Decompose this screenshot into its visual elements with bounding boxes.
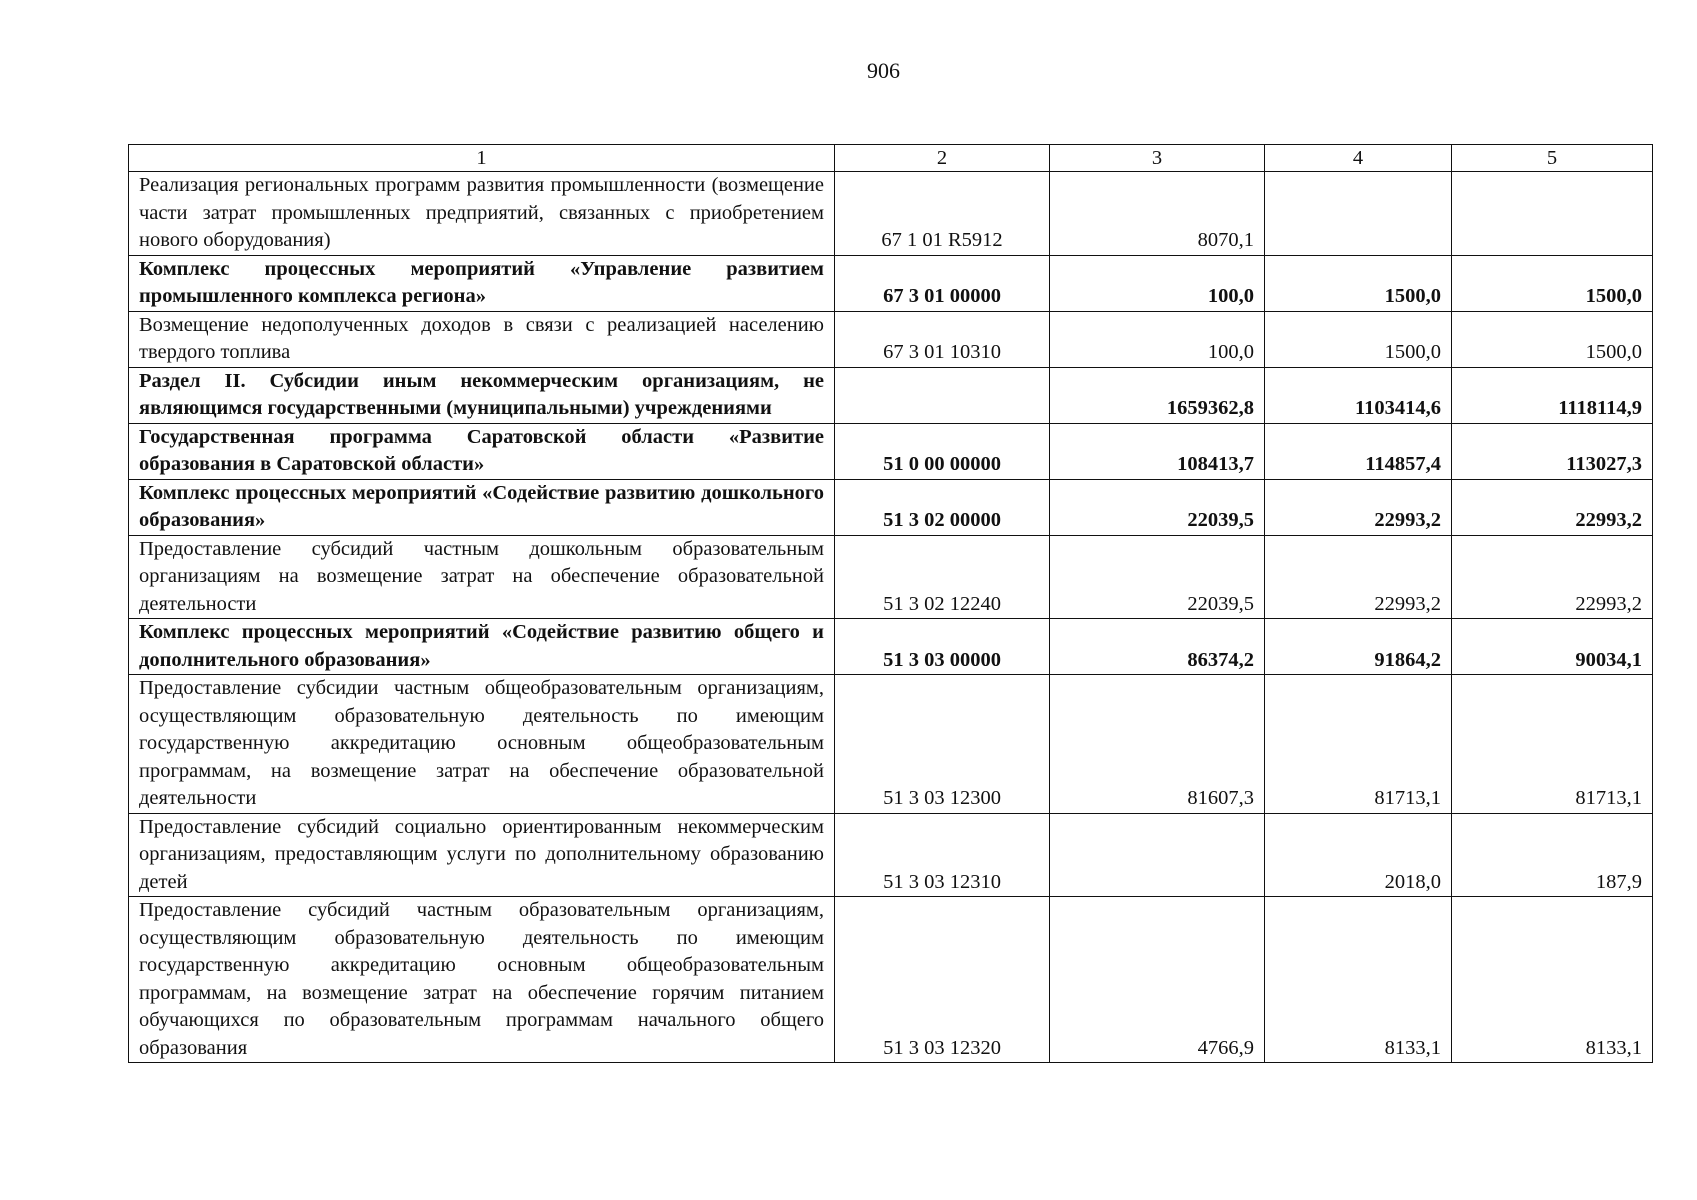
table-row — [129, 619, 1653, 675]
row-description: Предоставление субсидий частным образовательным организациям, осуществляющим образовательную деятельность по имеющим государственную аккредитацию основным общеобразовательным программам, на возмещение затрат на обеспечение горячим питанием обучающихся по образовательным программам начального общего образования — [129, 897, 835, 1063]
row-value-col5: 8133,1 — [1452, 897, 1653, 1063]
row-value-col3: 1659362,8 — [1050, 367, 1265, 423]
row-code: 51 3 03 12320 — [835, 897, 1050, 1063]
row-code: 51 3 03 12300 — [835, 675, 1050, 814]
table-row — [129, 423, 1653, 479]
row-value-col5: 81713,1 — [1452, 675, 1653, 814]
row-code: 51 3 02 00000 — [835, 479, 1050, 535]
row-value-col4 — [1265, 172, 1452, 256]
column-header-3: 3 — [1050, 145, 1265, 172]
row-value-col4: 114857,4 — [1265, 423, 1452, 479]
row-value-col3: 108413,7 — [1050, 423, 1265, 479]
row-value-col5: 22993,2 — [1452, 535, 1653, 619]
row-description: Возмещение недополученных доходов в связи с реализацией населению твердого топлива — [129, 311, 835, 367]
row-code: 51 3 02 12240 — [835, 535, 1050, 619]
row-description: Раздел II. Субсидии иным некоммерческим организациям, не являющимся государственными (муниципальными) учреждениями — [129, 367, 835, 423]
row-description: Предоставление субсидии частным общеобразовательным организациям, осуществляющим образовательную деятельность по имеющим государственную аккредитацию основным общеобразовательным программам, на возмещение затрат на обеспечение образовательной деятельности — [129, 675, 835, 814]
row-value-col4: 1103414,6 — [1265, 367, 1452, 423]
row-value-col4: 81713,1 — [1265, 675, 1452, 814]
column-header-2: 2 — [835, 145, 1050, 172]
table-row — [129, 367, 1653, 423]
row-value-col4: 22993,2 — [1265, 535, 1452, 619]
row-description: Государственная программа Саратовской области «Развитие образования в Саратовской области» — [129, 423, 835, 479]
row-code: 67 1 01 R5912 — [835, 172, 1050, 256]
table-row — [129, 172, 1653, 256]
budget-table-body — [129, 145, 1653, 1063]
row-value-col5: 1118114,9 — [1452, 367, 1653, 423]
column-header-4: 4 — [1265, 145, 1452, 172]
row-value-col5: 1500,0 — [1452, 311, 1653, 367]
row-code: 67 3 01 10310 — [835, 311, 1050, 367]
row-value-col5: 22993,2 — [1452, 479, 1653, 535]
budget-table — [128, 144, 1653, 1063]
row-value-col3: 22039,5 — [1050, 479, 1265, 535]
row-description: Предоставление субсидий социально ориентированным некоммерческим организациям, предоставляющим услуги по дополнительному образованию детей — [129, 813, 835, 897]
table-row — [129, 311, 1653, 367]
row-value-col5: 113027,3 — [1452, 423, 1653, 479]
row-description: Комплекс процессных мероприятий «Управление развитием промышленного комплекса региона» — [129, 255, 835, 311]
row-code: 67 3 01 00000 — [835, 255, 1050, 311]
table-row — [129, 479, 1653, 535]
table-row — [129, 255, 1653, 311]
row-value-col4: 91864,2 — [1265, 619, 1452, 675]
row-code: 51 3 03 12310 — [835, 813, 1050, 897]
table-row — [129, 535, 1653, 619]
row-value-col5: 187,9 — [1452, 813, 1653, 897]
table-row — [129, 897, 1653, 1063]
row-code: 51 3 03 00000 — [835, 619, 1050, 675]
column-header-1: 1 — [129, 145, 835, 172]
row-value-col4: 1500,0 — [1265, 255, 1452, 311]
row-value-col3 — [1050, 813, 1265, 897]
table-row — [129, 675, 1653, 814]
row-value-col3: 86374,2 — [1050, 619, 1265, 675]
row-description: Предоставление субсидий частным дошкольным образовательным организациям на возмещение затрат на обеспечение образовательной деятельности — [129, 535, 835, 619]
page-number: 906 — [867, 58, 900, 83]
row-value-col5 — [1452, 172, 1653, 256]
row-value-col3: 81607,3 — [1050, 675, 1265, 814]
row-value-col5: 1500,0 — [1452, 255, 1653, 311]
row-description: Комплекс процессных мероприятий «Содействие развитию дошкольного образования» — [129, 479, 835, 535]
row-value-col4: 8133,1 — [1265, 897, 1452, 1063]
row-value-col3: 4766,9 — [1050, 897, 1265, 1063]
row-code — [835, 367, 1050, 423]
row-value-col3: 8070,1 — [1050, 172, 1265, 256]
row-description: Комплекс процессных мероприятий «Содействие развитию общего и дополнительного образования» — [129, 619, 835, 675]
row-value-col3: 22039,5 — [1050, 535, 1265, 619]
row-value-col5: 90034,1 — [1452, 619, 1653, 675]
row-value-col4: 2018,0 — [1265, 813, 1452, 897]
header-row — [129, 145, 1653, 172]
row-description: Реализация региональных программ развития промышленности (возмещение части затрат промышленных предприятий, связанных с приобретением нового оборудования) — [129, 172, 835, 256]
table-row — [129, 813, 1653, 897]
row-value-col4: 1500,0 — [1265, 311, 1452, 367]
row-value-col3: 100,0 — [1050, 311, 1265, 367]
row-code: 51 0 00 00000 — [835, 423, 1050, 479]
row-value-col4: 22993,2 — [1265, 479, 1452, 535]
column-header-5: 5 — [1452, 145, 1653, 172]
row-value-col3: 100,0 — [1050, 255, 1265, 311]
